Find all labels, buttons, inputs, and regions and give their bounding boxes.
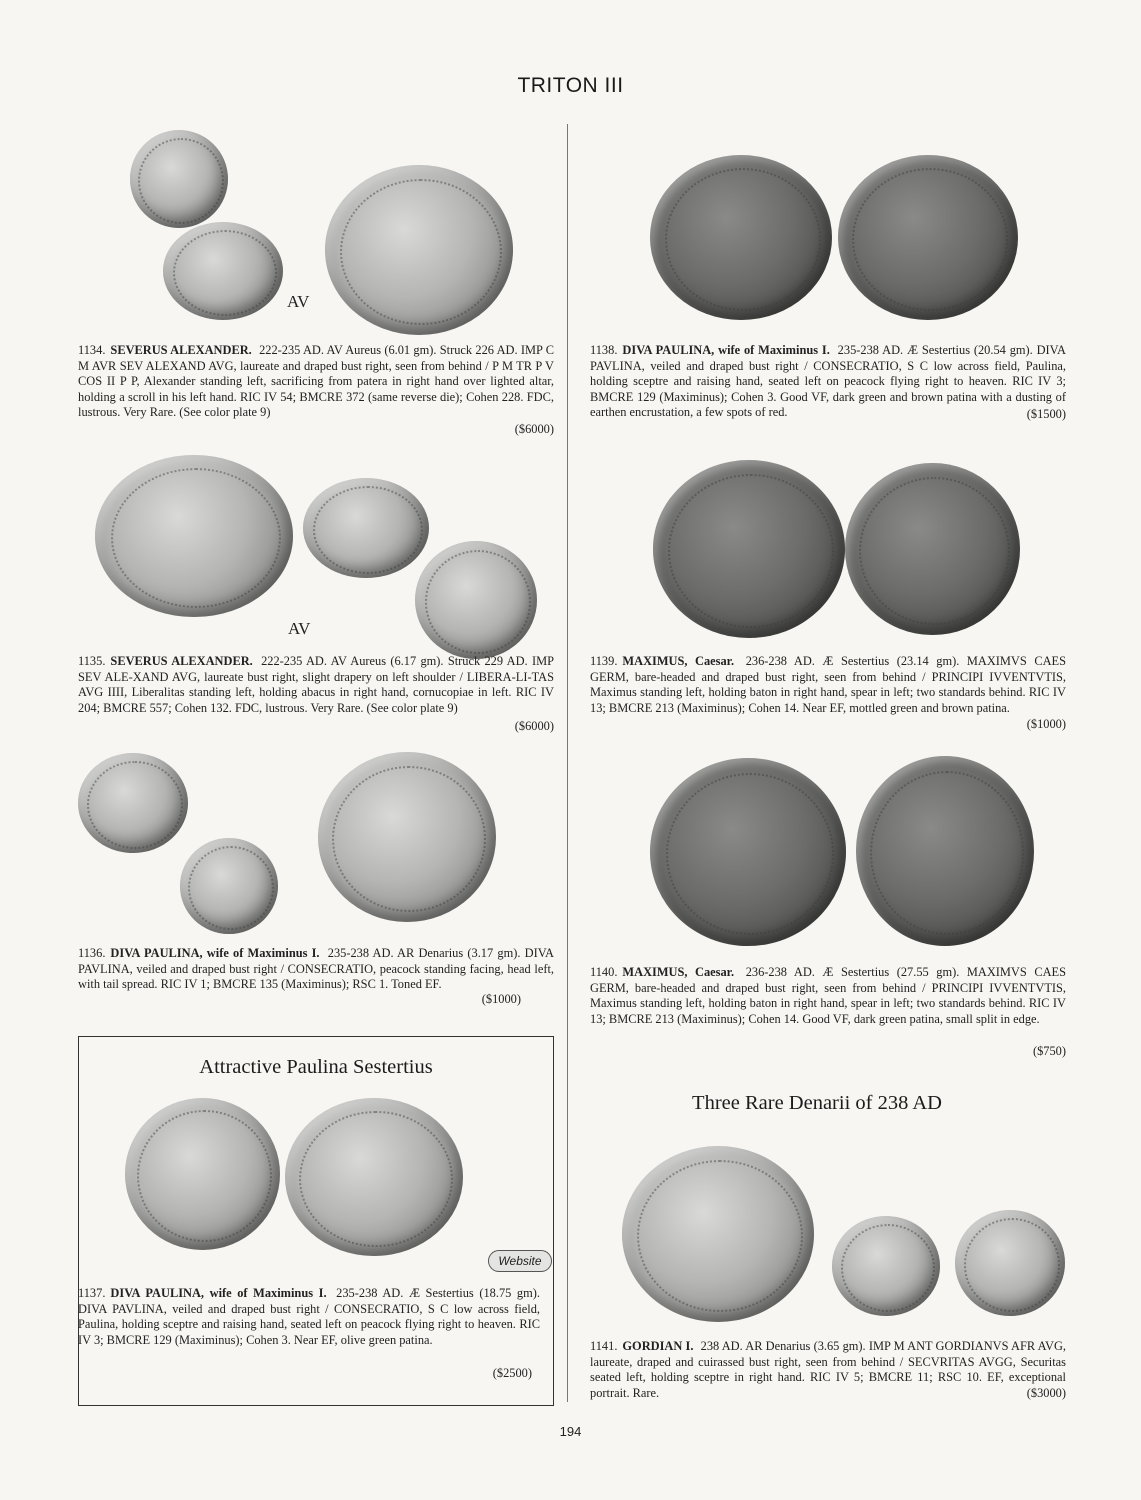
lot-description: 238 AD. AR Denarius (3.65 gm). IMP M ANT GORDIANVS AFR AVG, laureate, draped and cuirassed bust right, seen from behind / SECVRITAS AVGG, Securitas seated left, holding sceptre in right hand. RIC IV 5; BMCRE 11; RSC 10. EF, exceptional portrait. Rare.: [590, 1339, 1066, 1400]
lot-description: 235-238 AD. AR Denarius (3.17 gm). DIVA PAVLINA, veiled and draped bust right / CONSECRATIO, peacock standing facing, head left, with tail spread. RIC IV 1; BMCRE 135 (Maximinus); RSC 1. Toned EF.: [78, 946, 554, 992]
coin-1134-reverse-small: [163, 222, 283, 320]
coin-1139-obverse: [653, 460, 845, 638]
coin-1134-obverse: [130, 130, 228, 228]
lot-1137: [78, 1286, 540, 1348]
coin-1141-reverse-small: [955, 1210, 1065, 1316]
lot-number: 1138.: [590, 343, 618, 357]
coin-1137-reverse: [285, 1098, 463, 1256]
lot-number: 1137.: [78, 1286, 106, 1300]
feature-box-title: Attractive Paulina Sestertius: [199, 1056, 433, 1078]
website-badge[interactable]: Website: [488, 1250, 552, 1272]
coin-1134-reverse-large: [325, 165, 513, 335]
coin-1139-reverse: [845, 463, 1020, 635]
lot-number: 1136.: [78, 946, 106, 960]
catalog-header: TRITON III: [517, 74, 624, 97]
coin-1135-obverse-small: [303, 478, 429, 578]
lot-title: DIVA PAULINA, wife of Maximinus I.: [110, 1286, 327, 1300]
lot-title: DIVA PAULINA, wife of Maximinus I.: [622, 343, 830, 357]
lot-number: 1135.: [78, 654, 106, 668]
metal-mark-av: AV: [288, 619, 311, 638]
lot-description: 235-238 AD. Æ Sestertius (20.54 gm). DIVA PAVLINA, veiled and draped bust right / CONSECRATIO, S C low across field, Paulina, holding sceptre and raising hand, seated left on peacock flying right to heaven. RIC IV 3; BMCRE 129 (Maximinus); Cohen 3. Good VF, dark green and brown patina with a dusting of earthen encrustation, a few spots of red.: [590, 343, 1066, 420]
lot-number: 1134.: [78, 343, 106, 357]
lot-description: 236-238 AD. Æ Sestertius (23.14 gm). MAXIMVS CAES GERM, bare-headed and draped bust right, seen from behind / PRINCIPI IVVENTVTIS, Maximus standing left, holding baton in right hand, spear in left; two standards behind. RIC IV 13; BMCRE 213 (Maximinus); Cohen 14. Near EF, mottled green and brown patina.: [590, 654, 1066, 715]
coin-1141-obverse-small: [832, 1216, 940, 1316]
column-divider: [567, 124, 568, 1402]
lot-1136: [78, 946, 554, 993]
coin-1141-obverse-large: [622, 1146, 814, 1322]
lot-title: MAXIMUS, Caesar.: [622, 654, 735, 668]
page-number: 194: [559, 1424, 582, 1439]
coin-1140-reverse: [856, 756, 1034, 946]
lot-title: SEVERUS ALEXANDER.: [110, 654, 253, 668]
lot-1134: [78, 343, 554, 421]
lot-title: GORDIAN I.: [622, 1339, 694, 1353]
coin-1140-obverse: [650, 758, 846, 946]
lot-price: ($2500): [492, 1366, 532, 1380]
lot-price: ($6000): [514, 719, 554, 733]
lot-1139: [590, 654, 1066, 716]
lot-price: ($1000): [481, 992, 521, 1006]
coin-1138-obverse: [650, 155, 832, 320]
lot-price: ($750): [1032, 1044, 1066, 1058]
lot-price: ($3000): [1026, 1386, 1066, 1400]
metal-mark-av: AV: [287, 292, 310, 311]
lot-1135: [78, 654, 554, 716]
lot-number: 1139.: [590, 654, 618, 668]
lot-title: SEVERUS ALEXANDER.: [110, 343, 252, 357]
lot-1140: [590, 965, 1066, 1027]
lot-description: 236-238 AD. Æ Sestertius (27.55 gm). MAXIMVS CAES GERM, bare-headed and draped bust right, seen from behind / PRINCIPI IVVENTVTIS, Maximus standing left, holding baton in right hand, spear in left; two standards behind. RIC IV 13; BMCRE 213 (Maximinus); Cohen 14. Good VF, dark green patina, small split in edge.: [590, 965, 1066, 1026]
coin-1137-obverse: [125, 1098, 280, 1250]
coin-1135-obverse-large: [95, 455, 293, 617]
lot-description: 222-235 AD. AV Aureus (6.01 gm). Struck 226 AD. IMP C M AVR SEV ALEXAND AVG, laureate and draped bust right, seen from behind / P M TR P V COS II P P, Alexander standing left, sacrificing from patera in right hand over lighted altar, holding a scroll in his left hand. RIC IV 54; BMCRE 372 (same reverse die); Cohen 228. FDC, lustrous. Very Rare. (See color plate 9): [78, 343, 554, 420]
section-title: Three Rare Denarii of 238 AD: [692, 1092, 942, 1114]
lot-price: ($6000): [514, 422, 554, 436]
lot-title: DIVA PAULINA, wife of Maximinus I.: [110, 946, 320, 960]
coin-1136-reverse-large: [318, 752, 496, 922]
coin-1135-reverse-small: [415, 541, 537, 659]
coin-1136-obverse: [78, 753, 188, 853]
lot-number: 1141.: [590, 1339, 618, 1353]
lot-number: 1140.: [590, 965, 618, 979]
coin-1138-reverse: [838, 155, 1018, 320]
lot-description: 222-235 AD. AV Aureus (6.17 gm). Struck 229 AD. IMP SEV ALE-XAND AVG, laureate bust right, slight drapery on left shoulder / LIBERA-LI-TAS AVG IIII, Liberalitas standing left, holding abacus in right hand, cornucopiae in left. RIC IV 204; BMCRE 557; Cohen 132. FDC, lustrous. Very Rare. (See color plate 9): [78, 654, 554, 715]
lot-title: MAXIMUS, Caesar.: [622, 965, 735, 979]
lot-price: ($1500): [1026, 407, 1066, 421]
lot-description: 235-238 AD. Æ Sestertius (18.75 gm). DIVA PAVLINA, veiled and draped bust right / CONSECRATIO, S C low across field, Paulina, holding sceptre and raising hand, seated left on peacock flying right to heaven. RIC IV 3; BMCRE 129 (Maximinus); Cohen 3. Near EF, olive green patina.: [78, 1286, 540, 1347]
coin-1136-reverse-small: [180, 838, 278, 934]
lot-price: ($1000): [1026, 717, 1066, 731]
